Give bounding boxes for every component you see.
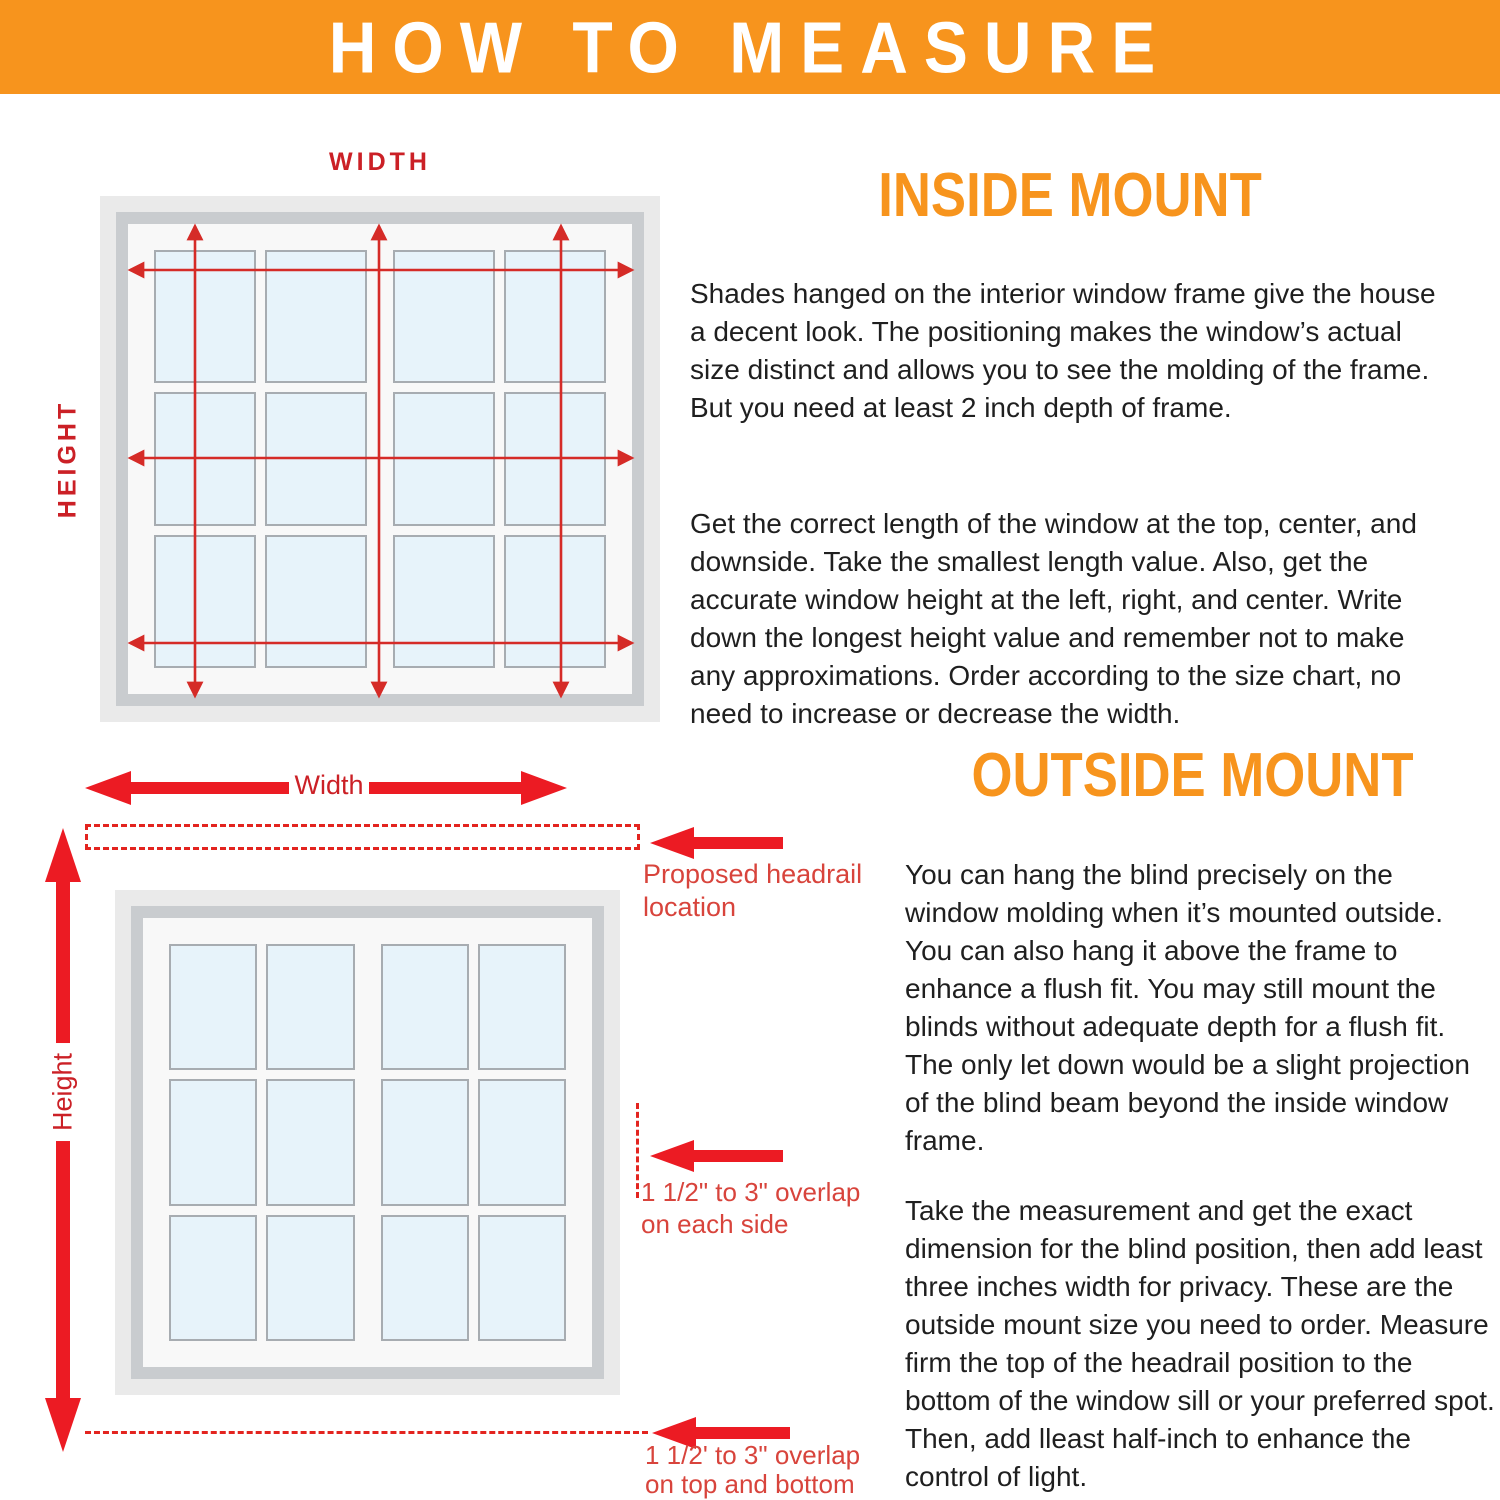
window-pane <box>478 944 566 1070</box>
side-overlap-dashed-line <box>636 1103 639 1198</box>
window-sash-area <box>143 918 592 1367</box>
headrail-dashed-box <box>85 824 640 850</box>
window-pane <box>381 944 469 1070</box>
window-pane <box>266 1079 354 1205</box>
window-pane <box>266 1215 354 1341</box>
measure-arrows-overlay-icon <box>100 196 660 722</box>
window-pane <box>266 944 354 1070</box>
page-title: HOW TO MEASURE <box>328 6 1172 88</box>
side-overlap-arrow-icon <box>650 1140 783 1172</box>
headrail-location-label: Proposed headrail location <box>643 859 863 922</box>
window-sash-left <box>169 944 355 1341</box>
window-pane <box>169 944 257 1070</box>
inside-mount-heading: INSIDE MOUNT <box>878 161 1262 230</box>
window-panes <box>169 944 566 1341</box>
inside-mount-paragraph-2: Get the correct length of the window at the top, center, and downside. Take the smallest length value. Also, get the accurate window height at the left, right, and center. Write down the longest height value and remember not to make any approximations. Order according to the size chart, no need to increase or decrease the width. <box>690 508 1417 729</box>
window-pane <box>478 1079 566 1205</box>
window-pane <box>478 1215 566 1341</box>
window-pane <box>169 1079 257 1205</box>
top-diagram-height-label: HEIGHT <box>53 399 82 519</box>
bottom-diagram-width-label: Width <box>294 770 364 800</box>
window-illustration-bottom <box>115 890 620 1395</box>
width-arrow-right-icon <box>369 771 567 805</box>
top-diagram-width-label: WIDTH <box>329 148 431 176</box>
width-arrow-left-icon <box>85 771 289 805</box>
window-frame-band <box>131 906 604 1379</box>
window-pane <box>169 1215 257 1341</box>
inside-mount-paragraph-1: Shades hanged on the interior window frame give the house a decent look. The positioning makes the window’s actual size distinct and allows you to see the molding of the frame. But you need at least 2 inch depth of frame. <box>690 278 1436 423</box>
window-pane <box>381 1215 469 1341</box>
outside-mount-paragraph-2: Take the measurement and get the exact dimension for the blind position, then add least three inches width for privacy. These are the outside mount size you need to order. Measure firm the top of the headrail position to the bottom of the window sill or your preferred spot. Then, add lleast half-inch to enhance the control of light. <box>905 1195 1495 1492</box>
header-banner <box>0 0 1500 94</box>
headrail-pointer-arrow-icon <box>650 827 783 859</box>
bottom-diagram-height-label: Height <box>42 1043 85 1141</box>
bottom-overlap-dashed-line <box>85 1431 648 1434</box>
outside-mount-paragraph-1: You can hang the blind precisely on the window molding when it’s mounted outside. You can also hang it above the frame to enhance a flush fit. You may still mount the blinds without adequate depth for a flush fit. The only let down would be a slight projection of the blind beam beyond the inside window frame. <box>905 859 1471 1156</box>
window-sash-right <box>381 944 567 1341</box>
window-pane <box>381 1079 469 1205</box>
side-overlap-label: 1 1/2" to 3" overlap on each side <box>641 1177 861 1239</box>
bottom-overlap-label: 1 1/2' to 3" overlap on top and bottom <box>645 1440 861 1499</box>
outside-mount-heading: OUTSIDE MOUNT <box>971 741 1414 810</box>
